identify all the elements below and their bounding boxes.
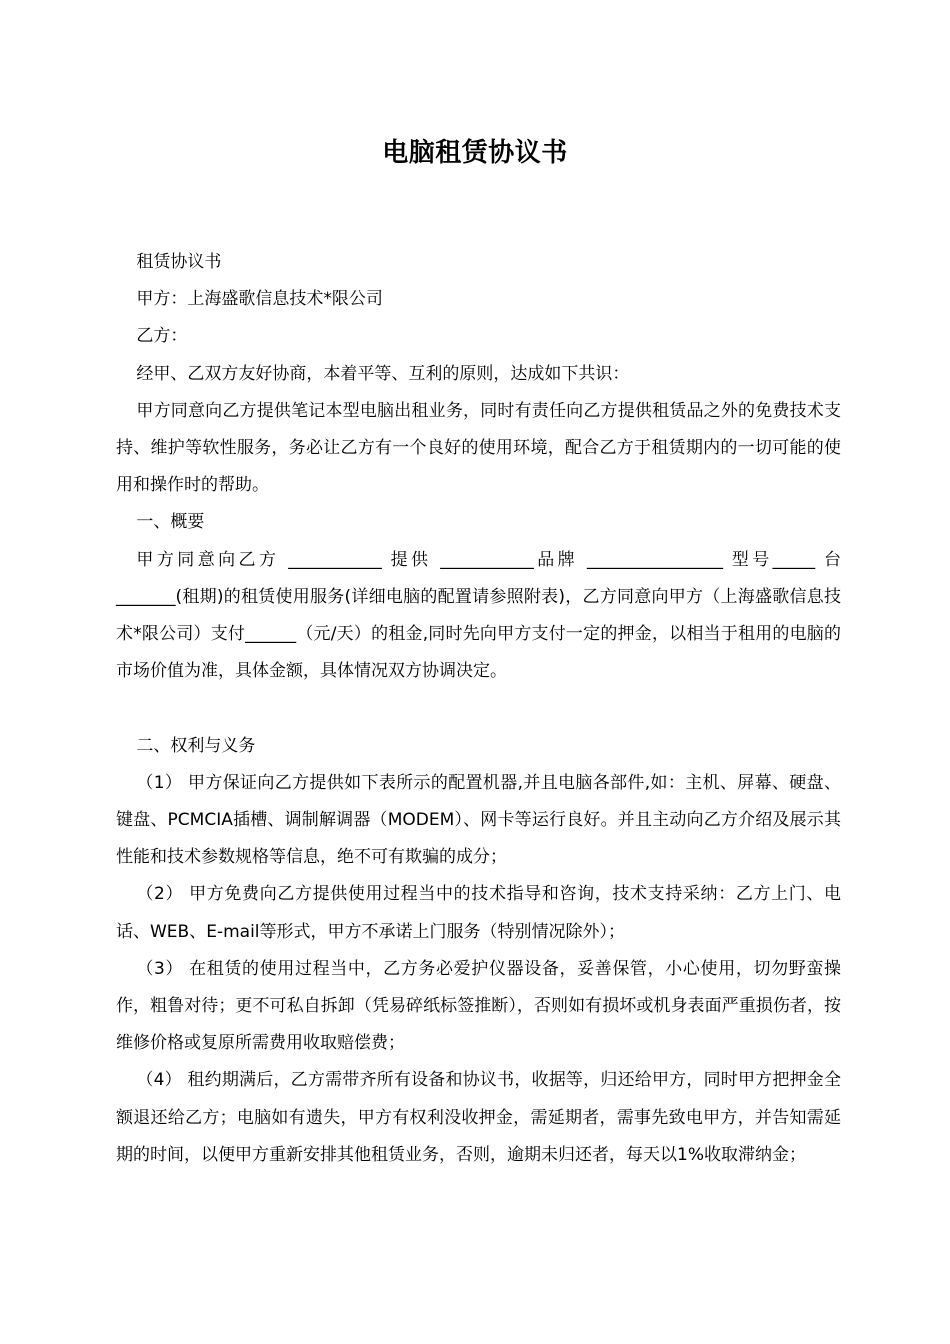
document-title: 电脑租赁协议书 [382,138,568,168]
section-heading-rights: 二、权利与义务 [136,735,256,756]
service-paragraph: 甲方同意向乙方提供笔记本型电脑出租业务，同时有责任向乙方提供租赁品之外的免费技术支持、维护等软性服务，务必让乙方有一个良好的使用环境，配合乙方于租赁期内的一切可能的使用和操作时的帮助。 [116,400,841,496]
rights-item-3: （3） 在租赁的使用过程当中，乙方务必爱护仪器设备，妥善保管，小心使用，切勿野蛮操作，粗鲁对待；更不可私自拆卸（凭易碎纸标签推断），否则如有损坏或机身表面严重损伤者，按维修价格或复原所需费用收取赔偿费； [116,958,841,1054]
overview-paragraph: 甲方同意向乙方 ___________ 提供 ___________品牌 ________________ 型号_____ 台 _______(租期)的租赁使用服务(详细电脑的配置请参照附表)，乙方同意向甲方（上海盛歌信息技术*限公司）支付______（元/天）的租金,同时先向甲方支付一定的押金，以相当于租用的电脑的市场价值为准，具体金额，具体情况双方协调决定。 [116,549,841,682]
party-a-line: 甲方：上海盛歌信息技术*限公司 [136,289,383,310]
section-heading-overview: 一、概要 [136,512,205,533]
blank-line [116,690,841,727]
consensus-intro: 经甲、乙双方友好协商，本着平等、互利的原则，达成如下共识： [136,363,630,384]
rights-item-2: （2） 甲方免费向乙方提供使用过程当中的技术指导和咨询，技术支持采纳：乙方上门、电话、WEB、E-mail等形式，甲方不承诺上门服务（特别情况除外）； [116,884,841,942]
document-body [116,244,841,1174]
party-b-line: 乙方： [136,326,188,347]
rights-item-1: （1） 甲方保证向乙方提供如下表所示的配置机器,并且电脑各部件,如：主机、屏幕、硬盘、键盘、PCMCIA插槽、调制解调器（MODEM）、网卡等运行良好。并且主动向乙方介绍及展示其性能和技术参数规格等信息，绝不可有欺骗的成分； [116,772,841,868]
rights-item-4: （4） 租约期满后，乙方需带齐所有设备和协议书，收据等，归还给甲方，同时甲方把押金全额退还给乙方；电脑如有遗失，甲方有权利没收押金，需延期者，需事先致电甲方，并告知需延期的时间，以便甲方重新安排其他租赁业务，否则，逾期未归还者，每天以1%收取滞纳金； [116,1070,841,1165]
paragraph-heading: 租赁协议书 [136,252,222,272]
